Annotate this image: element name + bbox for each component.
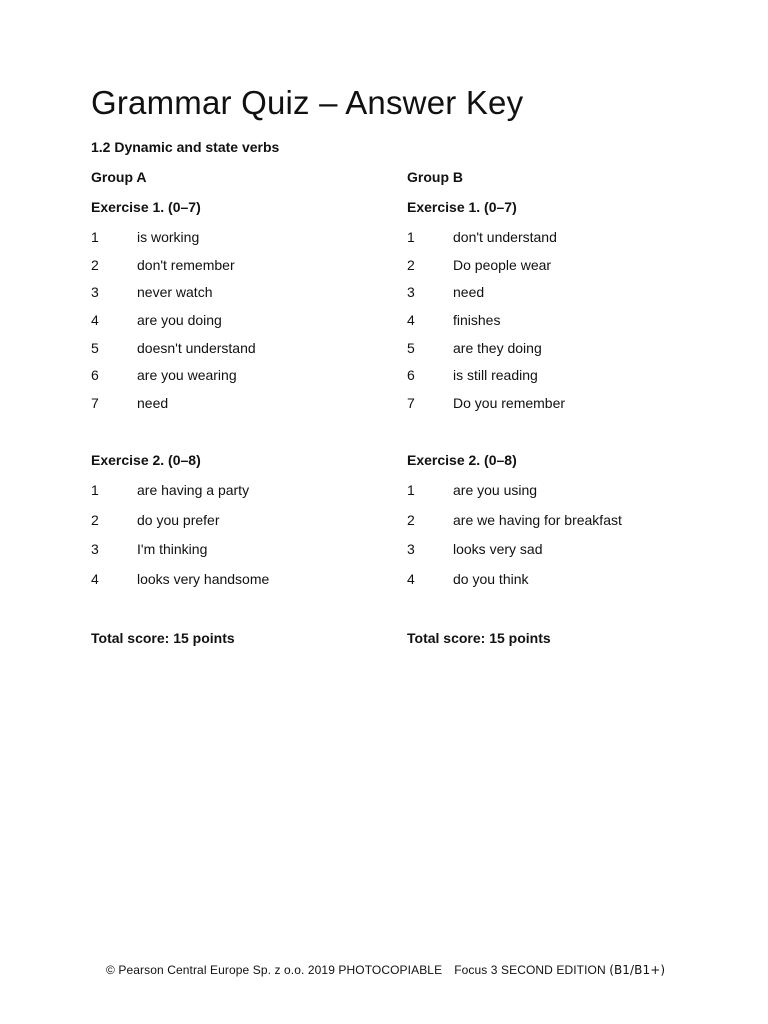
answer-number: 4: [407, 312, 415, 328]
answer-text: do you think: [453, 571, 529, 587]
answer-number: 3: [407, 284, 415, 300]
section-subtitle: 1.2 Dynamic and state verbs: [91, 139, 280, 155]
answer-number: 5: [91, 340, 99, 356]
answer-number: 1: [91, 229, 99, 245]
answer-text: are they doing: [453, 340, 542, 356]
answer-number: 7: [91, 395, 99, 411]
answer-number: 4: [91, 571, 99, 587]
answer-text: Do people wear: [453, 257, 552, 273]
answer-number: 1: [407, 482, 415, 498]
footer-copyright: © Pearson Central Europe Sp. z o.o. 2019 PHOTOCOPIABLE: [106, 963, 443, 977]
answer-text: do you prefer: [137, 512, 220, 528]
page-title: Grammar Quiz – Answer Key: [91, 84, 524, 121]
answer-text: I'm thinking: [137, 541, 208, 557]
footer-level: (B1/B1+): [609, 963, 666, 977]
answer-number: 4: [407, 571, 415, 587]
answer-number: 2: [91, 512, 99, 528]
answer-number: 2: [407, 512, 415, 528]
answer-number: 2: [407, 257, 415, 273]
answer-number: 2: [91, 257, 99, 273]
answer-number: 1: [91, 482, 99, 498]
group-b-heading: Group B: [407, 169, 463, 185]
group-a-exercise1-heading: Exercise 1. (0–7): [91, 199, 201, 215]
answer-text: need: [137, 395, 169, 411]
answer-text: need: [453, 284, 485, 300]
answer-text: don't understand: [453, 229, 557, 245]
answer-number: 4: [91, 312, 99, 328]
group-b-exercise2-heading: Exercise 2. (0–8): [407, 452, 517, 468]
answer-text: doesn't understand: [137, 340, 256, 356]
group-b-total-score: Total score: 15 points: [407, 630, 551, 646]
answer-number: 6: [407, 367, 415, 383]
group-b-exercise1-heading: Exercise 1. (0–7): [407, 199, 517, 215]
answer-text: are you using: [453, 482, 538, 498]
answer-number: 6: [91, 367, 99, 383]
answer-text: don't remember: [137, 257, 235, 273]
answer-number: 3: [407, 541, 415, 557]
answer-text: is working: [137, 229, 200, 245]
answer-number: 5: [407, 340, 415, 356]
answer-text: never watch: [137, 284, 213, 300]
answer-number: 1: [407, 229, 415, 245]
answer-text: are you wearing: [137, 367, 237, 383]
group-a-exercise2-heading: Exercise 2. (0–8): [91, 452, 201, 468]
answer-text: are we having for breakfast: [453, 512, 622, 528]
answer-text: are having a party: [137, 482, 250, 498]
answer-number: 7: [407, 395, 415, 411]
group-a-heading: Group A: [91, 169, 147, 185]
footer-edition: Focus 3 SECOND EDITION: [454, 963, 606, 977]
answer-text: finishes: [453, 312, 501, 328]
answer-text: are you doing: [137, 312, 222, 328]
answer-text: is still reading: [453, 367, 538, 383]
answer-number: 3: [91, 284, 99, 300]
answer-text: looks very handsome: [137, 571, 270, 587]
answer-text: Do you remember: [453, 395, 566, 411]
group-a-total-score: Total score: 15 points: [91, 630, 235, 646]
answer-number: 3: [91, 541, 99, 557]
page-footer: [106, 963, 665, 977]
answer-text: looks very sad: [453, 541, 543, 557]
